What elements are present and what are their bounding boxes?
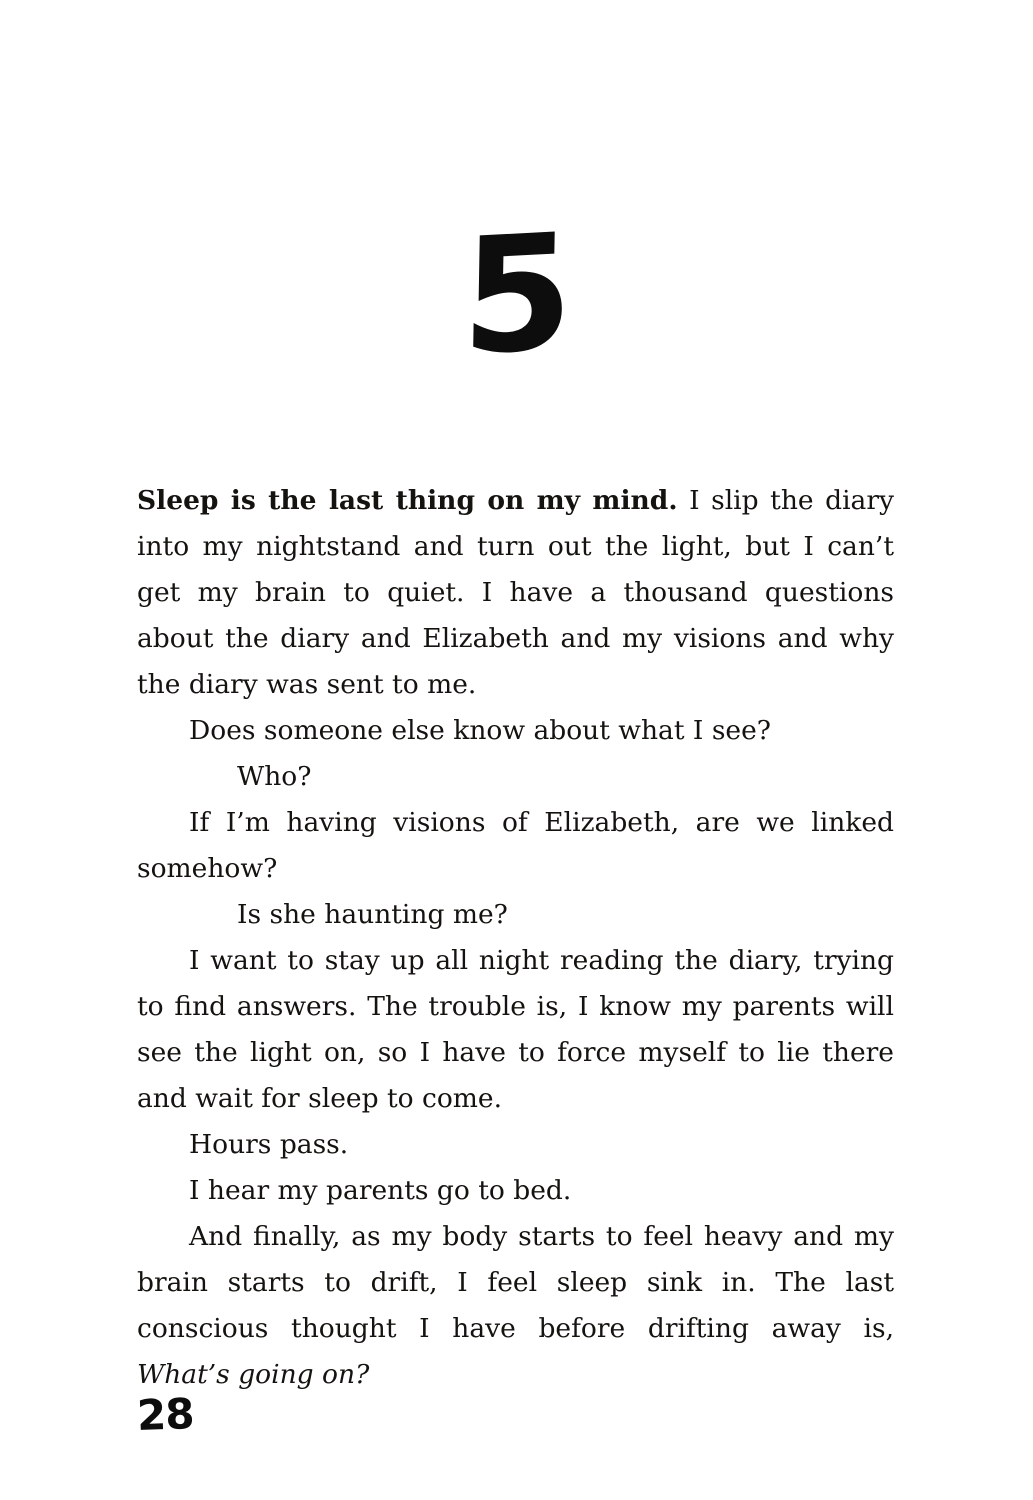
paragraph-text: Hours pass. — [189, 1129, 349, 1160]
paragraph — [137, 1214, 894, 1398]
paragraph-text: Does someone else know about what I see? — [189, 715, 771, 746]
paragraph — [137, 708, 894, 754]
paragraph-text: If I’m having visions of Elizabeth, are we linked somehow? — [137, 807, 894, 884]
page-number: 28 — [136, 1389, 195, 1440]
paragraph — [137, 1168, 894, 1214]
paragraph-text: Who? — [237, 761, 312, 792]
paragraph-text: I want to stay up all night reading the diary, trying to find answers. The trouble is, I know my parents will see the light on, so I have to force myself to lie there and wait for sleep to come. — [137, 945, 894, 1114]
paragraph-text: I slip the diary into my nightstand and turn out the light, but I can’t get my brain to quiet. I have a thousand questions about the diary and Elizabeth and my visions and why the diary was sent to me. — [137, 485, 894, 700]
paragraph — [137, 754, 894, 800]
paragraph — [137, 1122, 894, 1168]
paragraph — [137, 938, 894, 1122]
chapter-number: 5 — [460, 198, 573, 391]
lead-sentence: Sleep is the last thing on my mind. — [137, 485, 678, 516]
paragraph — [137, 478, 894, 708]
paragraph-text: Is she haunting me? — [237, 899, 508, 930]
paragraph-text: And finally, as my body starts to feel heavy and my brain starts to drift, I feel sleep sink in. The last conscious thought I have before drifting away is, — [137, 1221, 894, 1344]
body-text — [137, 478, 894, 1398]
paragraph — [137, 892, 894, 938]
paragraph-italic-tail: What’s going on? — [137, 1359, 370, 1390]
paragraph — [137, 800, 894, 892]
paragraph-text: I hear my parents go to bed. — [189, 1175, 572, 1206]
